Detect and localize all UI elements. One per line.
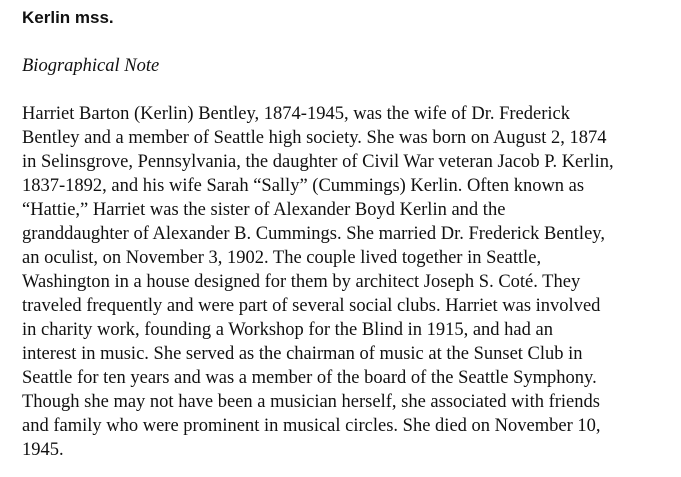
document-title: Kerlin mss.	[22, 8, 114, 27]
paragraph-line: Seattle for ten years and was a member of the board of the Seattle Symphony.	[22, 368, 597, 388]
paragraph-line: in Selinsgrove, Pennsylvania, the daughter of Civil War veteran Jacob P. Kerlin,	[22, 152, 614, 172]
paragraph-line: granddaughter of Alexander B. Cummings. She married Dr. Frederick Bentley,	[22, 224, 605, 244]
paragraph-line: in charity work, founding a Workshop for the Blind in 1915, and had an	[22, 320, 553, 340]
paragraph-line: Harriet Barton (Kerlin) Bentley, 1874-1945, was the wife of Dr. Frederick	[22, 104, 570, 124]
paragraph-line: Washington in a house designed for them by architect Joseph S. Coté. They	[22, 272, 581, 292]
paragraph-line: “Hattie,” Harriet was the sister of Alexander Boyd Kerlin and the	[22, 200, 506, 220]
paragraph-line: interest in music. She served as the chairman of music at the Sunset Club in	[22, 344, 583, 364]
document-page	[22, 6, 672, 462]
paragraph-line: and family who were prominent in musical circles. She died on November 10,	[22, 416, 601, 436]
biographical-paragraph[interactable]	[22, 102, 672, 462]
paragraph-line: Though she may not have been a musician herself, she associated with friends	[22, 392, 600, 412]
paragraph-line: Bentley and a member of Seattle high society. She was born on August 2, 1874	[22, 128, 607, 148]
paragraph-line: an oculist, on November 3, 1902. The couple lived together in Seattle,	[22, 248, 542, 268]
paragraph-line: 1837-1892, and his wife Sarah “Sally” (Cummings) Kerlin. Often known as	[22, 176, 585, 196]
paragraph-line: traveled frequently and were part of several social clubs. Harriet was involved	[22, 296, 601, 316]
paragraph-line: 1945.	[22, 440, 64, 460]
section-heading: Biographical Note	[22, 56, 160, 76]
